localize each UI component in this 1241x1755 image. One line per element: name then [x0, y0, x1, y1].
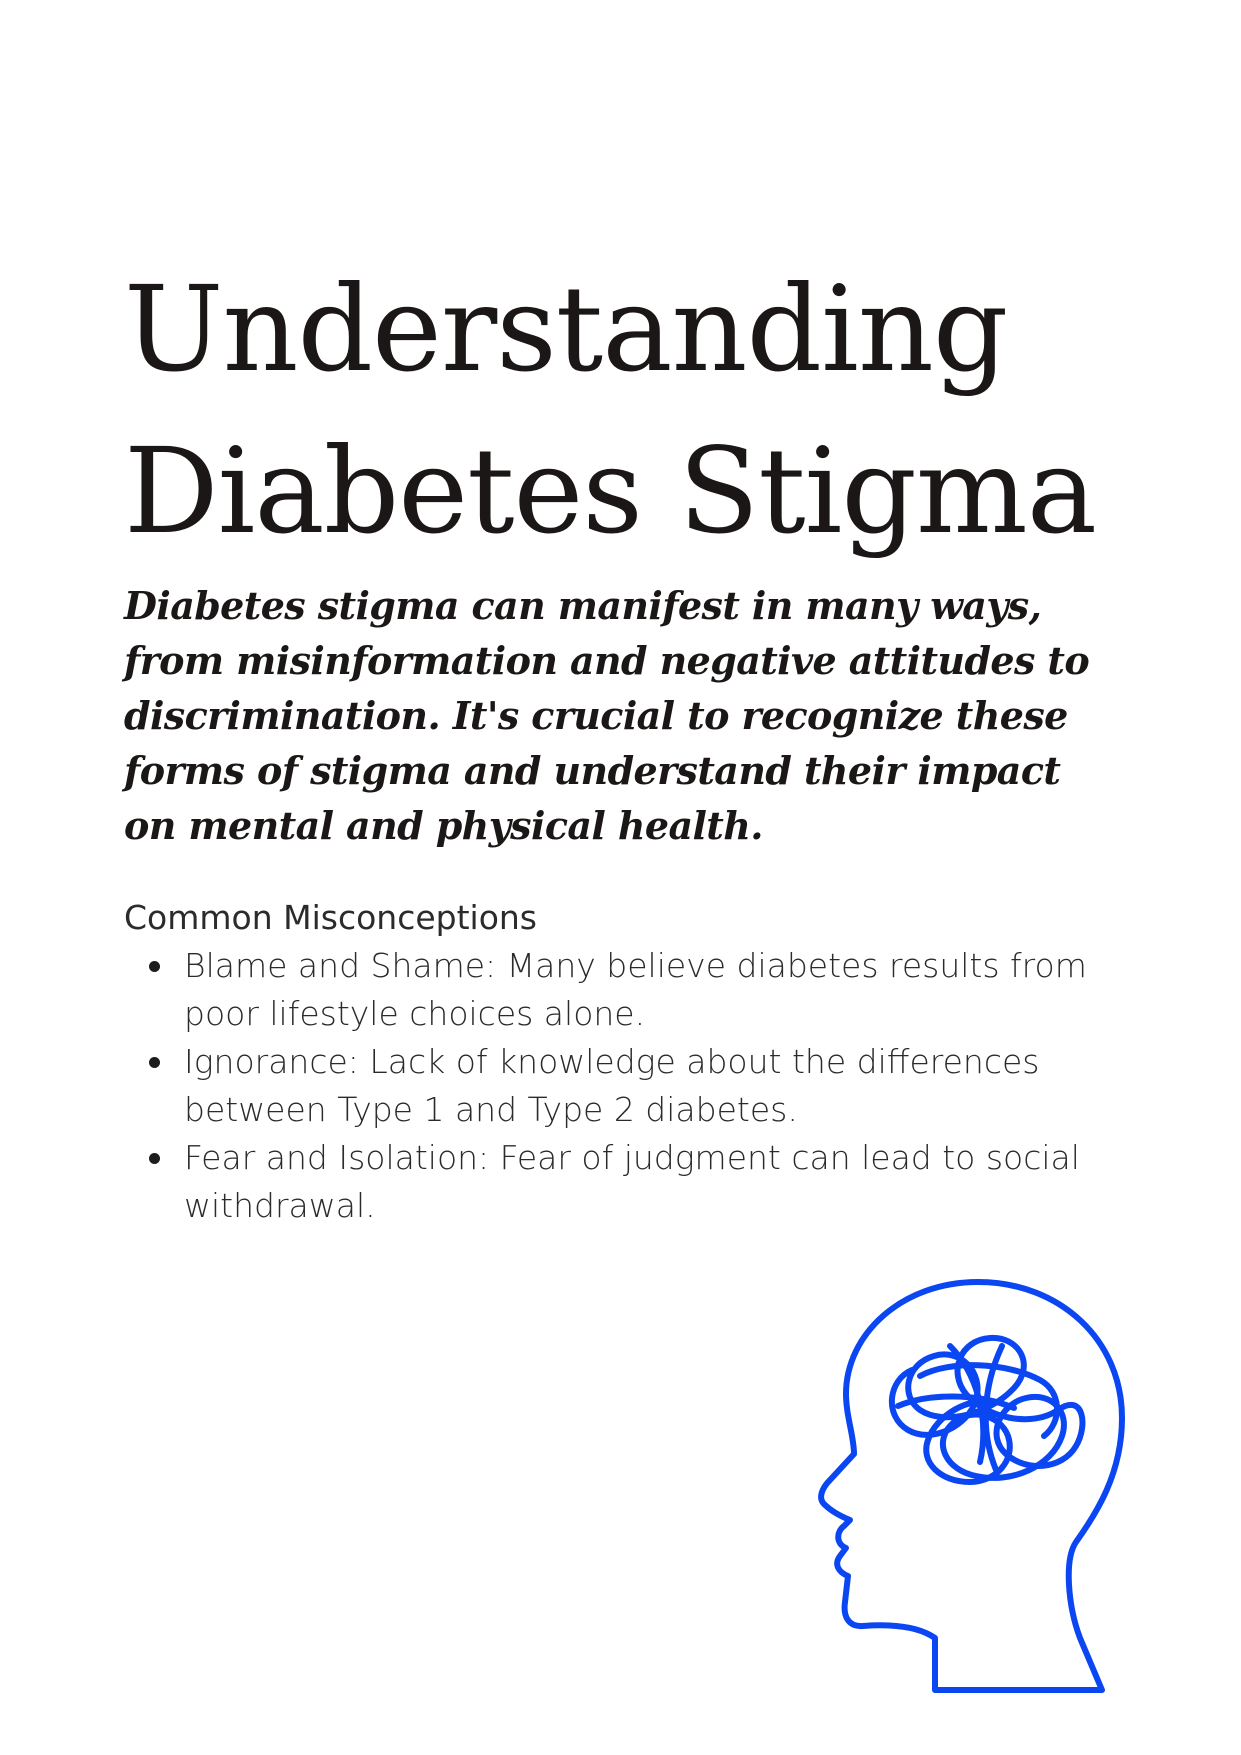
bullet-icon: [149, 961, 160, 972]
list-item: [184, 1134, 1114, 1230]
list-item-text: Blame and Shame: Many believe diabetes results from poor lifestyle choices alone.: [184, 946, 1087, 1033]
intro-paragraph: Diabetes stigma can manifest in many ways, from misinformation and negative attitudes to discrimination. It's crucial to recognize these forms of stigma and understand their impact on mental and physical health.: [124, 583, 1090, 848]
title-line-1: Understanding: [124, 260, 1008, 398]
section-heading: Common Misconceptions: [124, 898, 537, 937]
bullet-icon: [149, 1057, 160, 1068]
misconceptions-list: [124, 942, 1114, 1230]
bullet-icon: [149, 1153, 160, 1164]
list-item: [184, 1038, 1114, 1134]
tangled-thoughts: [892, 1338, 1083, 1482]
misconceptions-section: [124, 894, 1114, 1230]
tangled-thoughts-head-icon: [800, 1276, 1150, 1711]
list-item: [184, 942, 1114, 1038]
title-line-2: Diabetes Stigma: [124, 422, 1097, 560]
list-item-text: Fear and Isolation: Fear of judgment can lead to social withdrawal.: [184, 1138, 1080, 1225]
list-item-text: Ignorance: Lack of knowledge about the differences between Type 1 and Type 2 diabetes.: [184, 1042, 1040, 1129]
page-title: [124, 248, 1096, 572]
